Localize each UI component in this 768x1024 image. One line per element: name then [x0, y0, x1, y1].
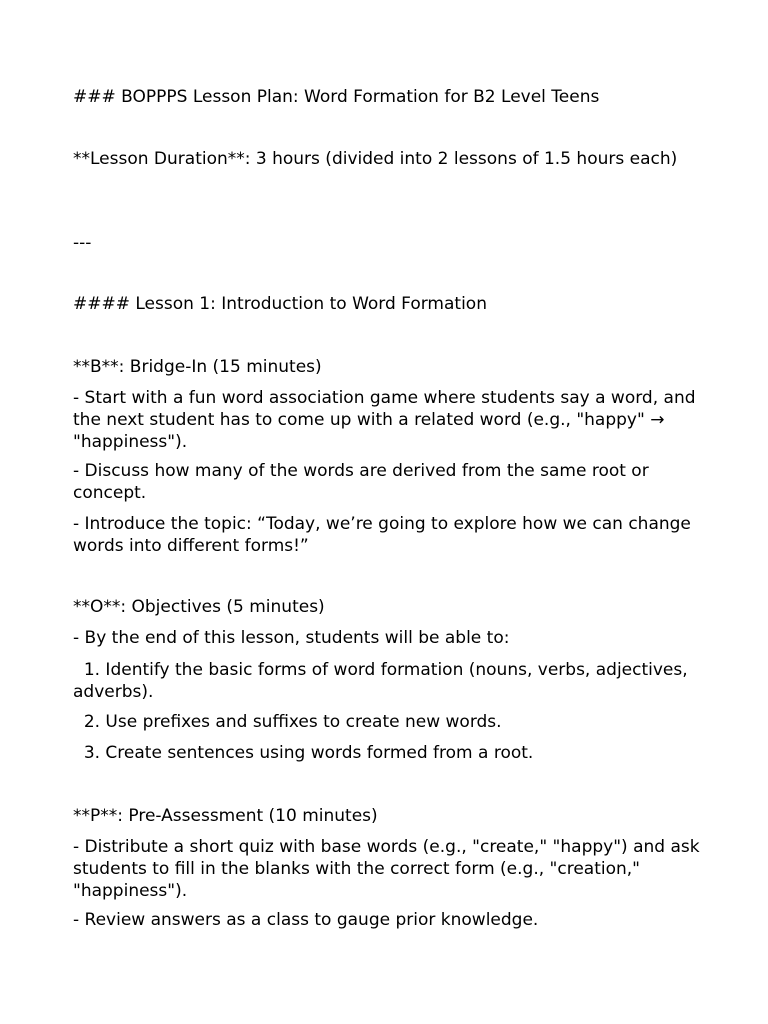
- objectives-intro: - By the end of this lesson, students will be able to:: [73, 628, 510, 648]
- bridge-in-item: - Discuss how many of the words are derived from the same root or concept.: [73, 461, 649, 503]
- objective-item: 1. Identify the basic forms of word formation (nouns, verbs, adjectives, adverbs).: [73, 660, 694, 702]
- bridge-in-heading: **B**: Bridge-In (15 minutes): [73, 357, 322, 377]
- lesson-1-heading: #### Lesson 1: Introduction to Word Formation: [73, 294, 487, 314]
- bridge-in-item: - Introduce the topic: “Today, we’re going to explore how we can change words into different forms!”: [73, 514, 691, 556]
- pre-assessment-item: - Distribute a short quiz with base words (e.g., "create," "happy") and ask students to fill in the blanks with the correct form (e.g., "creation," "happiness").: [73, 837, 700, 901]
- objectives-heading: **O**: Objectives (5 minutes): [73, 597, 325, 617]
- objective-item: 3. Create sentences using words formed from a root.: [73, 743, 534, 763]
- objective-item: 2. Use prefixes and suffixes to create new words.: [73, 712, 502, 732]
- document-title: ### BOPPPS Lesson Plan: Word Formation for B2 Level Teens: [73, 87, 600, 107]
- pre-assessment-item: - Review answers as a class to gauge prior knowledge.: [73, 910, 539, 930]
- pre-assessment-heading: **P**: Pre-Assessment (10 minutes): [73, 806, 378, 826]
- section-separator: ---: [73, 233, 92, 253]
- bridge-in-item: - Start with a fun word association game where students say a word, and the next student has to come up with a related word (e.g., "happy" → "happiness").: [73, 388, 696, 452]
- lesson-duration: **Lesson Duration**: 3 hours (divided into 2 lessons of 1.5 hours each): [73, 149, 678, 169]
